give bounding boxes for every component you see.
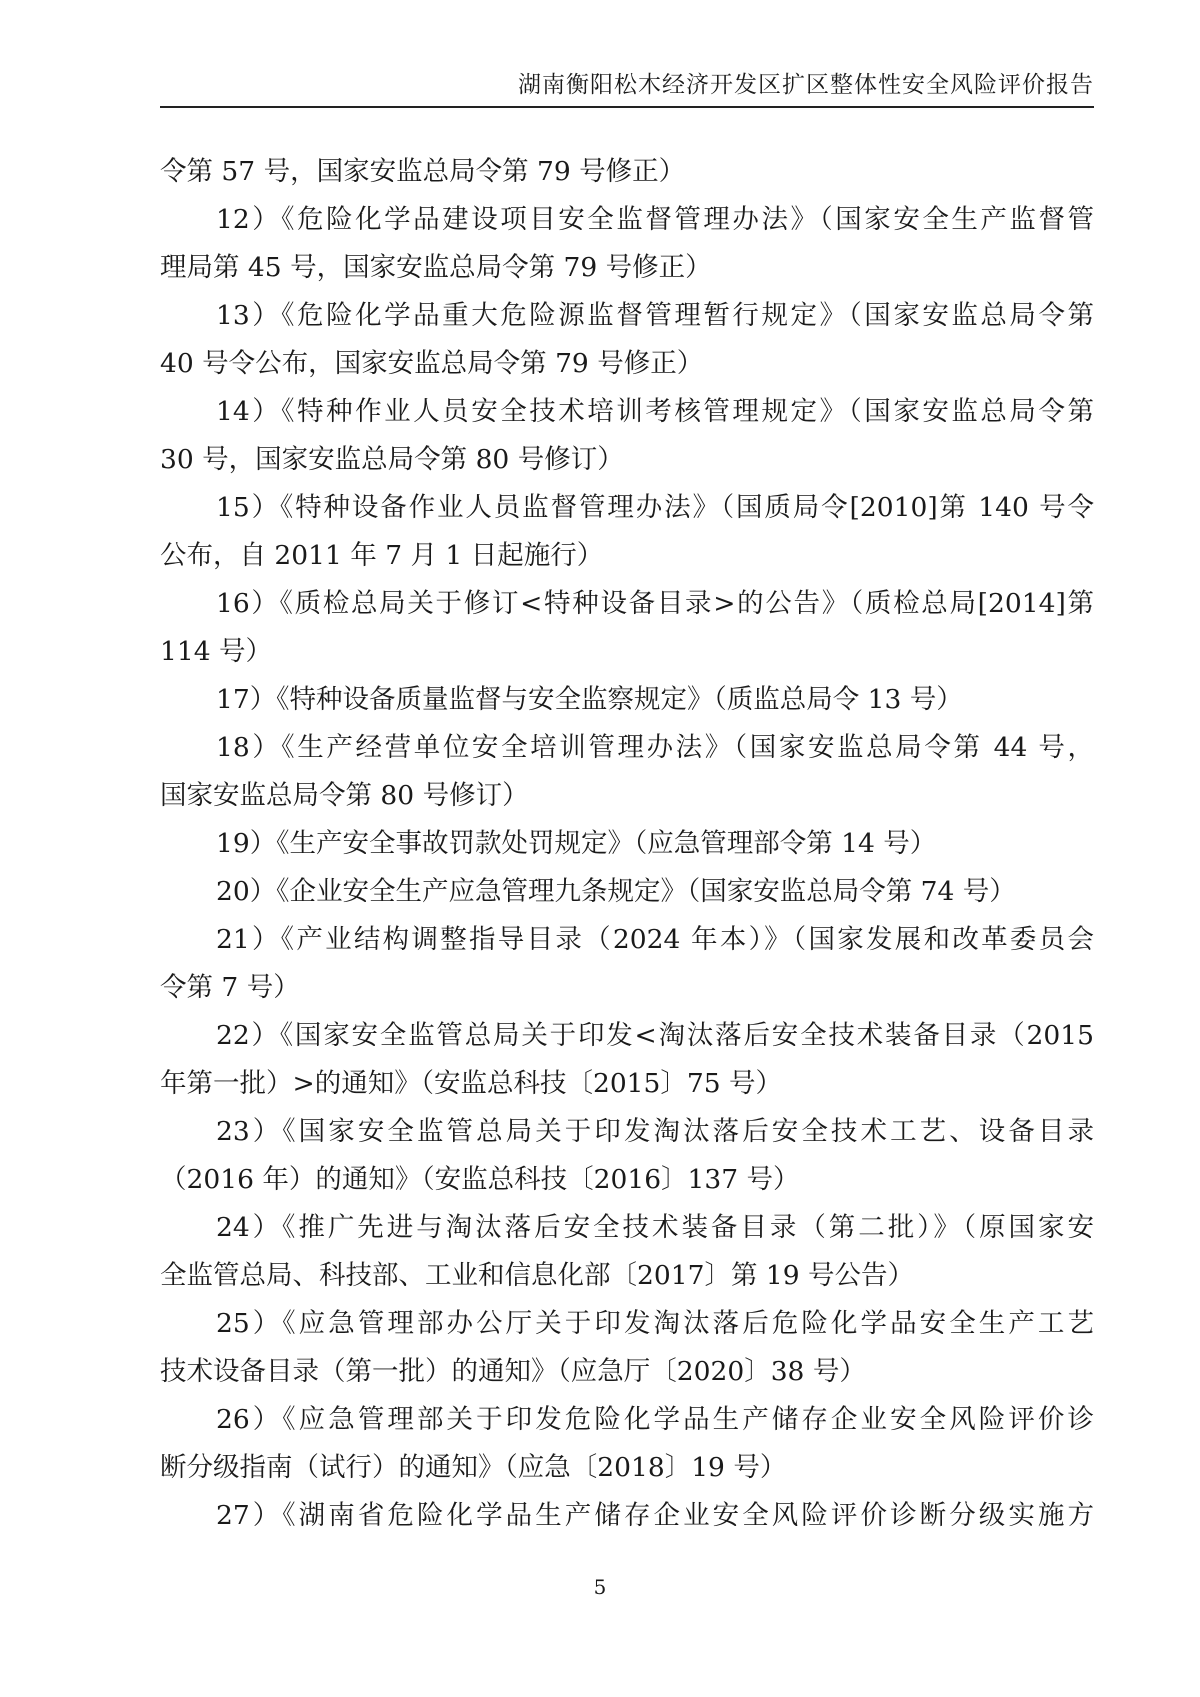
text-line: 30 号，国家安监总局令第 80 号修订） [160, 444, 624, 475]
text-line: 理局第 45 号，国家安监总局令第 79 号修正） [160, 252, 712, 283]
text-line: 18）《生产经营单位安全培训管理办法》（国家安监总局令第 44 号， [216, 732, 1094, 763]
text-line: 23）《国家安全监管总局关于印发淘汰落后安全技术工艺、设备目录 [216, 1116, 1094, 1147]
text-line: 全监管总局、科技部、工业和信息化部〔2017〕第 19 号公告） [160, 1260, 915, 1291]
text-line: 22）《国家安全监管总局关于印发<淘汰落后安全技术装备目录（2015 [216, 1020, 1094, 1051]
text-line: 公布，自 2011 年 7 月 1 日起施行） [160, 540, 604, 571]
document-body [160, 148, 1094, 1540]
text-line: 25）《应急管理部办公厅关于印发淘汰落后危险化学品安全生产工艺 [216, 1308, 1094, 1339]
text-line: 12）《危险化学品建设项目安全监督管理办法》（国家安全生产监督管 [216, 204, 1094, 235]
text-line: 技术设备目录（第一批）的通知》（应急厅〔2020〕38 号） [160, 1356, 866, 1387]
text-line: 16）《质检总局关于修订<特种设备目录>的公告》（质检总局[2014]第 [216, 588, 1094, 619]
text-line: 114 号） [160, 636, 273, 667]
header-divider [160, 106, 1094, 108]
text-line: 26）《应急管理部关于印发危险化学品生产储存企业安全风险评价诊 [216, 1404, 1094, 1435]
text-line: 断分级指南（试行）的通知》（应急〔2018〕19 号） [160, 1452, 787, 1483]
text-line: 13）《危险化学品重大危险源监督管理暂行规定》（国家安监总局令第 [216, 300, 1094, 331]
text-line: 15）《特种设备作业人员监督管理办法》（国质局令[2010]第 140 号令 [216, 492, 1094, 523]
text-line: 20）《企业安全生产应急管理九条规定》（国家安监总局令第 74 号） [216, 876, 1016, 907]
text-line: 令第 7 号） [160, 972, 300, 1003]
text-line: 24）《推广先进与淘汰落后安全技术装备目录（第二批）》（原国家安 [216, 1212, 1094, 1243]
text-line: （2016 年）的通知》（安监总科技〔2016〕137 号） [160, 1164, 800, 1195]
text-line: 27）《湖南省危险化学品生产储存企业安全风险评价诊断分级实施方 [216, 1500, 1094, 1531]
text-line: 21）《产业结构调整指导目录（2024 年本）》（国家发展和改革委员会 [216, 924, 1094, 955]
page-number: 5 [593, 1575, 607, 1599]
text-line: 年第一批）>的通知》（安监总科技〔2015〕75 号） [160, 1068, 783, 1099]
text-line: 40 号令公布，国家安监总局令第 79 号修正） [160, 348, 704, 379]
text-line: 19）《生产安全事故罚款处罚规定》（应急管理部令第 14 号） [216, 828, 937, 859]
text-line: 令第 57 号，国家安监总局令第 79 号修正） [160, 156, 686, 187]
text-line: 14）《特种作业人员安全技术培训考核管理规定》（国家安监总局令第 [216, 396, 1094, 427]
header-title: 湖南衡阳松木经济开发区扩区整体性安全风险评价报告 [518, 72, 1094, 98]
text-line: 17）《特种设备质量监督与安全监察规定》（质监总局令 13 号） [216, 684, 963, 715]
text-line: 国家安监总局令第 80 号修订） [160, 780, 529, 811]
